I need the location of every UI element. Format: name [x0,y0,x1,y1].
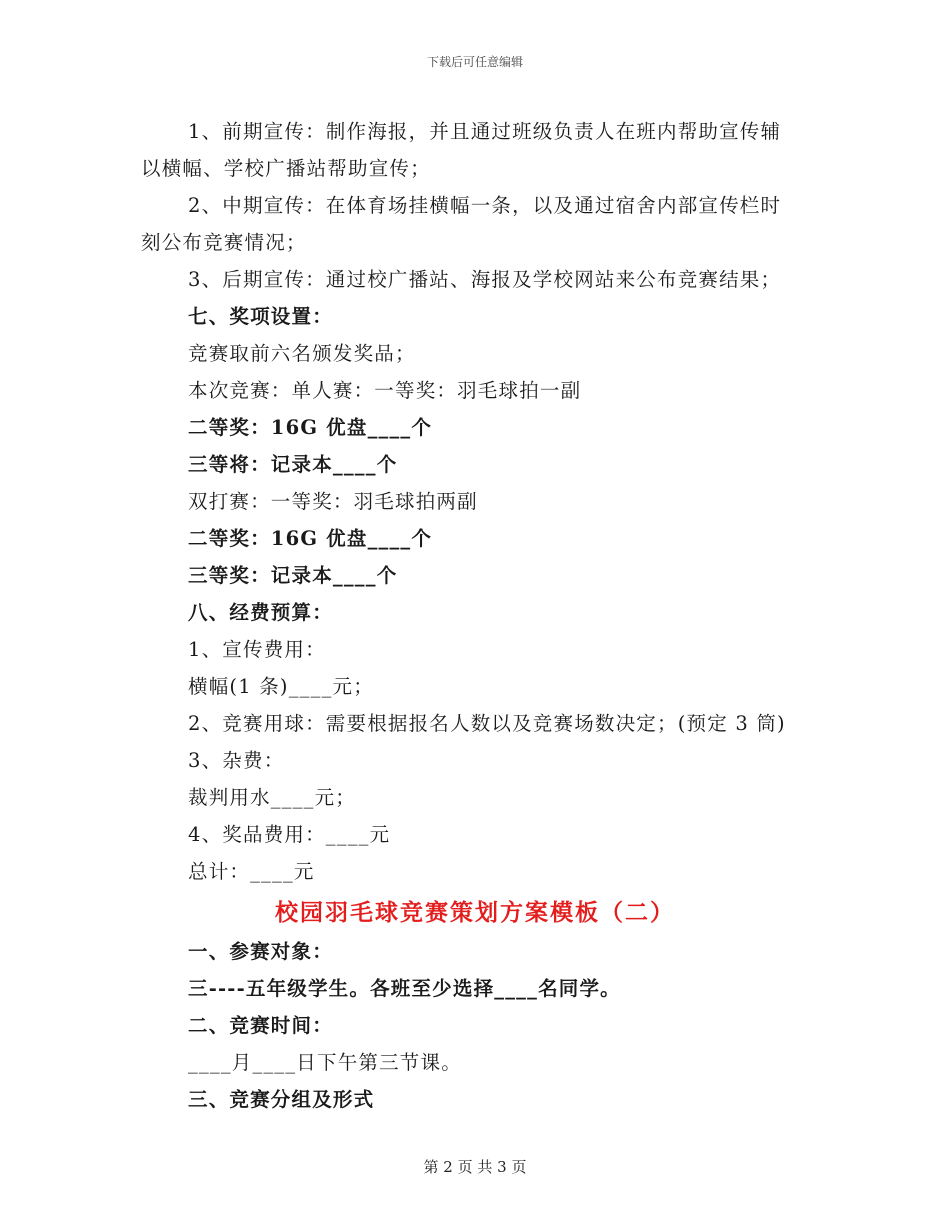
text-line: 二等奖：16G 优盘____个 [188,416,433,439]
section-heading: 七、奖项设置： [188,305,333,328]
text-line: 1、前期宣传：制作海报，并且通过班级负责人在班内帮助宣传辅 [188,120,782,143]
text-line: 三等将：记录本____个 [188,453,398,476]
page-footer: 第 2 页 共 3 页 [423,1158,527,1176]
text-line: 三----五年级学生。各班至少选择____名同学。 [188,977,621,1000]
section-heading: 八、经费预算： [188,601,333,624]
section-heading: 二、竞赛时间： [188,1014,333,1037]
text-line: 二等奖：16G 优盘____个 [188,527,433,550]
section-title: 校园羽毛球竞赛策划方案模板（二） [275,899,675,926]
page-header: 下载后可任意编辑 [426,55,523,69]
text-line: 3、杂费： [188,749,285,772]
section-heading: 一、参赛对象： [188,940,333,963]
text-line: 以横幅、学校广播站帮助宣传； [141,157,431,180]
text-line: 本次竞赛：单人赛：一等奖：羽毛球拍一副 [188,379,582,402]
text-line: 总计：____元 [188,860,315,883]
text-line: 双打赛：一等奖：羽毛球拍两副 [188,490,478,513]
text-line: 刻公布竞赛情况； [141,231,307,254]
text-line: 横幅(1 条)____元； [188,675,374,698]
text-line: 三等奖：记录本____个 [188,564,398,587]
text-line: 竞赛取前六名颁发奖品； [188,342,416,365]
text-line: 2、竞赛用球：需要根据报名人数以及竞赛场数决定；(预定 3 筒) [188,712,786,735]
text-line: ____月____日下午第三节课。 [188,1051,462,1074]
text-line: 1、宣传费用： [188,638,326,661]
text-line: 2、中期宣传：在体育场挂横幅一条，以及通过宿舍内部宣传栏时 [188,194,782,217]
text-line: 裁判用水____元； [188,786,357,809]
text-line: 3、后期宣传：通过校广播站、海报及学校网站来公布竞赛结果； [188,268,782,291]
text-line: 4、奖品费用：____元 [188,823,391,846]
section-heading: 三、竞赛分组及形式 [188,1088,375,1111]
